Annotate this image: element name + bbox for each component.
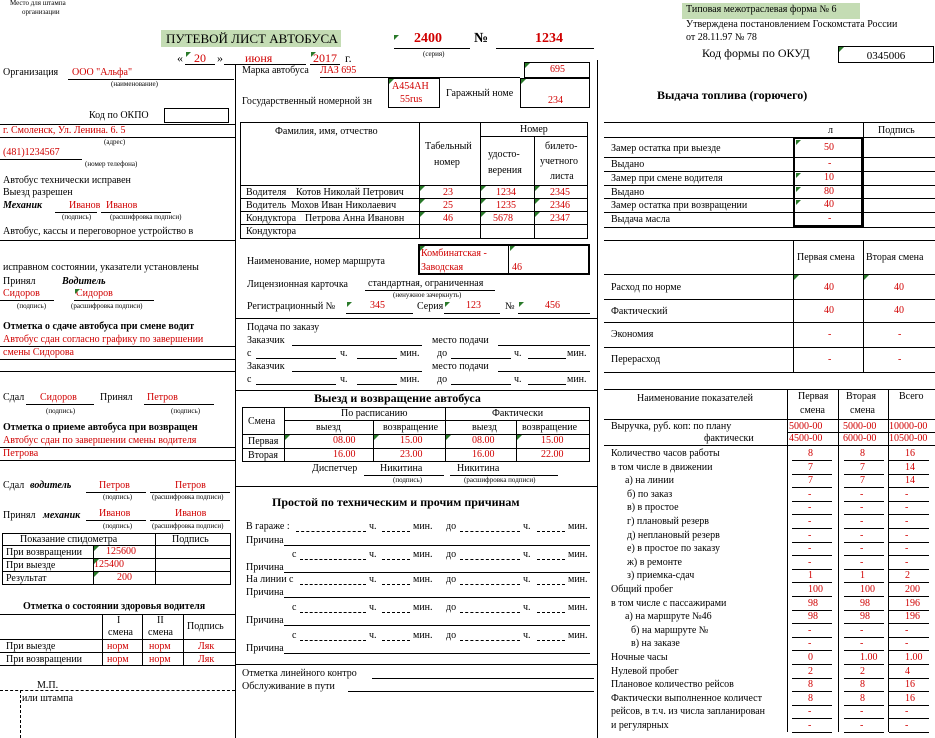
indicator-label: Количество часов работы bbox=[611, 448, 720, 459]
reg-number[interactable]: 345 bbox=[370, 300, 385, 311]
indicator-v1[interactable]: - bbox=[808, 638, 812, 649]
indicator-v3[interactable]: - bbox=[905, 543, 909, 554]
indicator-v1[interactable]: 2 bbox=[808, 666, 813, 677]
accept-sign[interactable]: Петров bbox=[147, 392, 178, 403]
dispatcher-name[interactable]: Никитина bbox=[457, 463, 500, 474]
indicator-v3[interactable]: - bbox=[905, 638, 909, 649]
approved-line-2: от 28.11.97 № 78 bbox=[686, 32, 757, 43]
indicator-v3[interactable]: - bbox=[905, 530, 909, 541]
stamp-caption-2: организации bbox=[22, 8, 60, 16]
indicator-v3[interactable]: - bbox=[905, 502, 909, 513]
plate-region[interactable]: 55rus bbox=[400, 94, 423, 105]
license-number[interactable]: 456 bbox=[545, 300, 560, 311]
indicator-v1[interactable]: - bbox=[808, 489, 812, 500]
dispatcher-sign[interactable]: Никитина bbox=[380, 463, 423, 474]
indicator-v2[interactable]: - bbox=[860, 502, 864, 513]
indicator-v3[interactable]: - bbox=[905, 489, 909, 500]
indicator-v1[interactable]: 100 bbox=[808, 584, 823, 595]
indicator-v3[interactable]: 1.00 bbox=[905, 652, 923, 663]
mechanic-name[interactable]: Иванов bbox=[106, 200, 138, 211]
org-value[interactable]: ООО "Альфа" bbox=[72, 67, 133, 78]
indicator-label: в том числе в движении bbox=[611, 462, 713, 473]
indicator-label: Нулевой пробег bbox=[611, 666, 679, 677]
doc-title: ПУТЕВОЙ ЛИСТ АВТОБУСА bbox=[166, 31, 338, 46]
indicator-v3[interactable]: 4 bbox=[905, 666, 910, 677]
indicator-v2[interactable]: 1 bbox=[860, 570, 865, 581]
indicator-v2[interactable]: - bbox=[860, 489, 864, 500]
driver-sign[interactable]: Сидоров bbox=[3, 288, 40, 299]
return-mech-sign[interactable]: Иванов bbox=[99, 508, 131, 519]
indicator-v2[interactable]: 8 bbox=[860, 448, 865, 459]
indicator-v3[interactable]: 14 bbox=[905, 475, 915, 486]
shift-handover-title: Отметка о сдаче автобуса при смене водит bbox=[3, 321, 195, 332]
indicator-v3[interactable]: - bbox=[905, 557, 909, 568]
indicator-v1[interactable]: 98 bbox=[808, 611, 818, 622]
indicator-v3[interactable]: 14 bbox=[905, 462, 915, 473]
bus-brand-code[interactable]: 695 bbox=[550, 64, 565, 75]
indicator-v3[interactable]: - bbox=[905, 720, 909, 731]
stamp-caption: Место для штампа bbox=[10, 0, 66, 7]
exit-return-title: Выезд и возвращение автобуса bbox=[314, 391, 481, 405]
indicator-label: б) по заказ bbox=[627, 489, 673, 500]
plate-number[interactable]: А454АН bbox=[392, 81, 429, 92]
health-title: Отметка о состоянии здоровья водителя bbox=[23, 601, 206, 612]
date-day[interactable]: 20 bbox=[194, 51, 206, 65]
odometer-return[interactable]: 125600 bbox=[106, 546, 136, 557]
indicator-label: в) в простое bbox=[627, 502, 679, 513]
date-month[interactable]: июня bbox=[245, 51, 273, 65]
indicator-v3[interactable]: 196 bbox=[905, 598, 920, 609]
odometer-result[interactable]: 200 bbox=[117, 572, 132, 583]
route-name[interactable]: Комбинатская - bbox=[421, 248, 487, 259]
indicator-v2[interactable]: - bbox=[860, 516, 864, 527]
indicator-v1[interactable]: - bbox=[808, 530, 812, 541]
crew-name-2[interactable]: Мохов Иван Николаевич bbox=[291, 200, 397, 211]
indicator-v2[interactable]: - bbox=[860, 625, 864, 636]
indicator-label: в том числе с пассажирами bbox=[611, 598, 727, 609]
route-number[interactable]: 46 bbox=[512, 262, 522, 273]
indicator-v1[interactable]: 7 bbox=[808, 462, 813, 473]
indicator-label: а) на линии bbox=[625, 475, 674, 486]
indicator-v2[interactable]: - bbox=[860, 543, 864, 554]
return-title: Отметка о приеме автобуса при возвращен bbox=[3, 422, 198, 433]
stamp-mp: М.П. bbox=[37, 680, 59, 691]
indicator-v1[interactable]: - bbox=[808, 720, 812, 731]
indicator-v1[interactable]: 7 bbox=[808, 475, 813, 486]
indicator-v3[interactable]: 200 bbox=[905, 584, 920, 595]
indicator-v2[interactable]: - bbox=[860, 706, 864, 717]
indicator-v1[interactable]: - bbox=[808, 502, 812, 513]
return-driver-name[interactable]: Петров bbox=[175, 480, 206, 491]
indicator-v1[interactable]: - bbox=[808, 625, 812, 636]
indicator-v1[interactable]: 0 bbox=[808, 652, 813, 663]
indicator-v3[interactable]: 16 bbox=[905, 693, 915, 704]
indicator-label: б) на маршруте № bbox=[631, 625, 709, 636]
bus-brand[interactable]: ЛАЗ 695 bbox=[320, 65, 357, 76]
fuel-exit[interactable]: 50 bbox=[824, 142, 834, 153]
indicator-label: з) приемка-сдач bbox=[627, 570, 695, 581]
return-note[interactable]: Автобус сдан по завершении смены водителя bbox=[3, 435, 197, 446]
org-label: Организация bbox=[3, 67, 59, 78]
indicator-v1[interactable]: 8 bbox=[808, 693, 813, 704]
license-series[interactable]: 123 bbox=[466, 300, 481, 311]
return-driver-sign[interactable]: Петров bbox=[99, 480, 130, 491]
crew-name-3[interactable]: Петрова Анна Ивановн bbox=[305, 213, 405, 224]
date-year[interactable]: 2017 bbox=[313, 51, 337, 65]
indicator-label: Плановое количество рейсов bbox=[611, 679, 734, 690]
mechanic-sign[interactable]: Иванов bbox=[69, 200, 101, 211]
idle-title: Простой по техническим и прочим причинам bbox=[272, 495, 520, 509]
indicator-label: д) неплановый резерв bbox=[627, 530, 720, 541]
indicator-label: Фактически выполненное количест bbox=[611, 693, 762, 704]
indicator-v1[interactable]: 8 bbox=[808, 679, 813, 690]
phone-value[interactable]: (481)1234567 bbox=[3, 147, 60, 158]
fuel-title: Выдача топлива (горючего) bbox=[657, 88, 808, 102]
license-type[interactable]: стандартная, ограниченная bbox=[368, 278, 484, 289]
indicator-label: и регулярных bbox=[611, 720, 669, 731]
shift-handover-note[interactable]: Автобус сдан согласно графику по завершении bbox=[3, 334, 204, 345]
number-sign: № bbox=[474, 31, 489, 46]
indicator-v3[interactable]: 2 bbox=[905, 570, 910, 581]
indicator-label: е) в простое по заказу bbox=[627, 543, 720, 554]
indicator-v2[interactable]: 8 bbox=[860, 693, 865, 704]
indicator-v2[interactable]: 98 bbox=[860, 598, 870, 609]
indicator-v2[interactable]: 98 bbox=[860, 611, 870, 622]
okud-code[interactable]: 0345006 bbox=[838, 46, 934, 63]
indicator-v3[interactable]: - bbox=[905, 625, 909, 636]
indicator-v2[interactable]: - bbox=[860, 720, 864, 731]
indicator-v2[interactable]: 100 bbox=[860, 584, 875, 595]
indicator-label: г) плановый резерв bbox=[627, 516, 710, 527]
okpo-label: Код по ОКПО bbox=[89, 110, 149, 121]
series-caption: (серия) bbox=[423, 50, 445, 58]
indicator-label: ж) в ремонте bbox=[627, 557, 682, 568]
series-value[interactable]: 2400 bbox=[414, 31, 442, 46]
indicator-v1[interactable]: - bbox=[808, 706, 812, 717]
driver-name[interactable]: Сидоров bbox=[76, 288, 113, 299]
indicator-v1[interactable]: - bbox=[808, 516, 812, 527]
indicator-v3[interactable]: 196 bbox=[905, 611, 920, 622]
doc-number[interactable]: 1234 bbox=[535, 31, 563, 46]
approved-line-1: Утверждена постановлением Госкомстата России bbox=[686, 19, 898, 30]
indicator-v2[interactable]: - bbox=[860, 530, 864, 541]
indicator-v1[interactable]: 98 bbox=[808, 598, 818, 609]
indicator-label: в) на заказе bbox=[631, 638, 680, 649]
indicator-v2[interactable]: 2 bbox=[860, 666, 865, 677]
indicator-label: Ночные часы bbox=[611, 652, 668, 663]
indicator-v1[interactable]: - bbox=[808, 557, 812, 568]
indicator-label: а) на маршруте №46 bbox=[625, 611, 712, 622]
address-value[interactable]: г. Смоленск, Ул. Ленина. 6. 5 bbox=[3, 125, 126, 136]
indicator-v2[interactable]: 8 bbox=[860, 679, 865, 690]
indicator-label: рейсов, в т.ч. из числа запланирован bbox=[611, 706, 765, 717]
form-number: Типовая межотраслевая форма № 6 bbox=[686, 4, 837, 15]
indicator-v1[interactable]: 1 bbox=[808, 570, 813, 581]
crew-name-1[interactable]: Котов Николай Петрович bbox=[296, 187, 404, 198]
return-mech-name[interactable]: Иванов bbox=[175, 508, 207, 519]
indicator-v3[interactable]: - bbox=[905, 706, 909, 717]
indicator-v3[interactable]: - bbox=[905, 516, 909, 527]
okud-label: Код формы по ОКУД bbox=[702, 46, 810, 60]
handover-sign[interactable]: Сидоров bbox=[40, 392, 77, 403]
indicator-v1[interactable]: 8 bbox=[808, 448, 813, 459]
indicator-v3[interactable]: 16 bbox=[905, 679, 915, 690]
indicator-v2[interactable]: 7 bbox=[860, 475, 865, 486]
okpo-field[interactable] bbox=[164, 108, 229, 123]
indicator-v2[interactable]: - bbox=[860, 638, 864, 649]
indicator-v2[interactable]: 7 bbox=[860, 462, 865, 473]
odometer-exit[interactable]: 125400 bbox=[94, 559, 124, 570]
garage-number[interactable]: 234 bbox=[548, 95, 563, 106]
indicator-v3[interactable]: 16 bbox=[905, 448, 915, 459]
indicator-v2[interactable]: 1.00 bbox=[860, 652, 878, 663]
indicator-v2[interactable]: - bbox=[860, 557, 864, 568]
indicator-label: Общий пробег bbox=[611, 584, 674, 595]
indicator-v1[interactable]: - bbox=[808, 543, 812, 554]
